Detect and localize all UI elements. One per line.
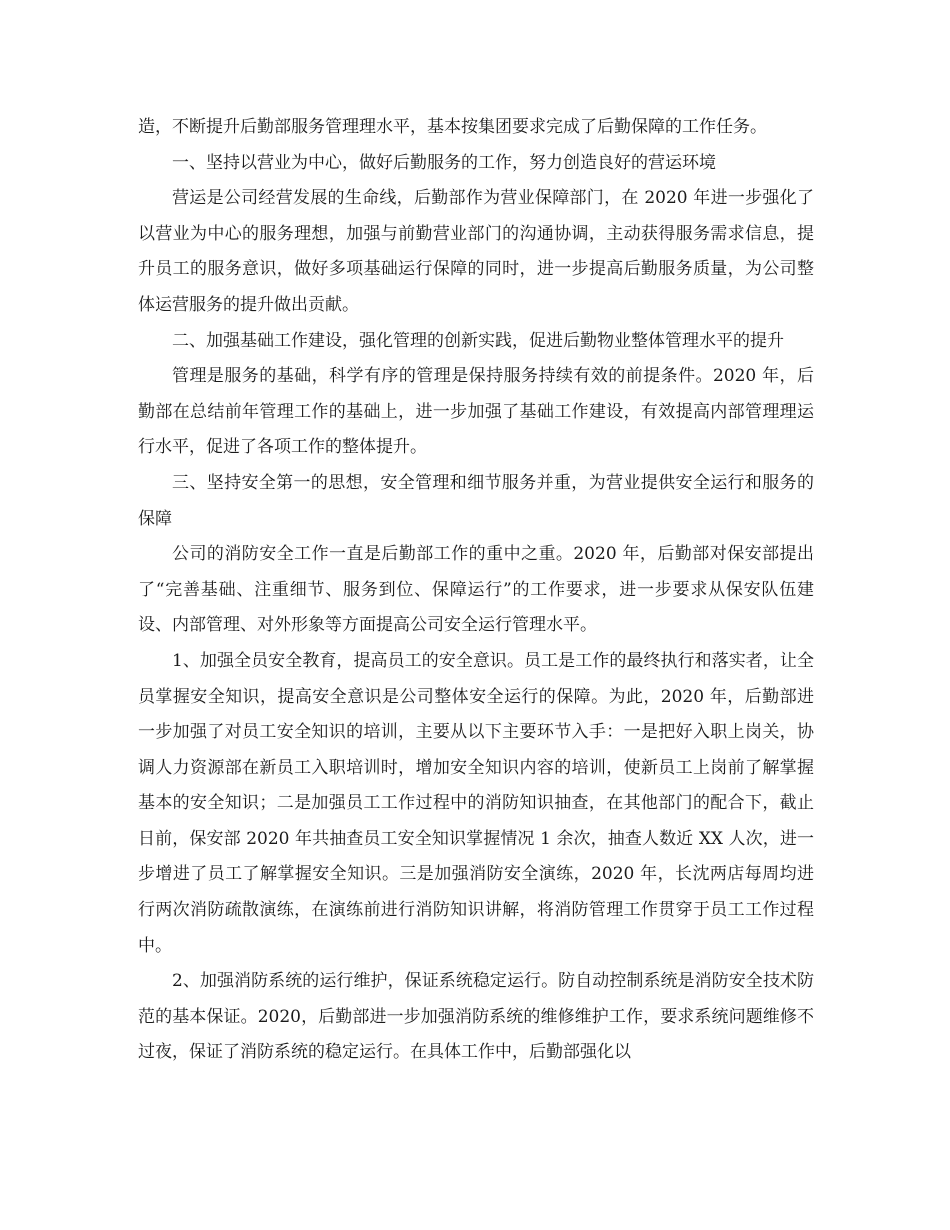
paragraph-safety-education: 1、加强全员安全教育，提高员工的安全意识。员工是工作的最终执行和落实者，让全员掌握安全知识，提高安全意识是公司整体安全运行的保障。为此，2020 年，后勤部进一步加强了对员工安全知识的培训，主要从以下主要环节入手：一是把好入职上岗关，协调人力资源部在新员工入职培训时，增加安全知识内容的培训，使新员工上岗前了解掌握基本的安全知识；二是加强员工工作过程中的消防知识抽查，在其他部门的配合下，截止日前，保安部 2020 年共抽查员工安全知识掌握情况 1 余次，抽查人数近 XX 人次，进一步增进了员工了解掌握安全知识。三是加强消防安全演练，2020 年，长沈两店每周均进行两次消防疏散演练，在演练前进行消防知识讲解，将消防管理工作贯穿于员工工作过程中。 xyxy=(138,650,814,956)
paragraph-fire-safety: 公司的消防安全工作一直是后勤部工作的重中之重。2020 年，后勤部对保安部提出了“完善基础、注重细节、服务到位、保障运行”的工作要求，进一步要求从保安队伍建设、内部管理、对外形象等方面提高公司安全运行管理水平。 xyxy=(138,544,814,636)
section-heading-3: 三、坚持安全第一的思想，安全管理和细节服务并重，为营业提供安全运行和服务的保障 xyxy=(138,472,814,529)
section-heading-2: 二、加强基础工作建设，强化管理的创新实践，促进后勤物业整体管理水平的提升 xyxy=(172,330,784,351)
section-heading-1: 一、坚持以营业为中心，做好后勤服务的工作，努力创造良好的营运环境 xyxy=(172,152,716,173)
paragraph-continuation: 造，不断提升后勤部服务管理理水平，基本按集团要求完成了后勤保障的工作任务。 xyxy=(138,117,767,137)
paragraph-management: 管理是服务的基础，科学有序的管理是保持服务持续有效的前提条件。2020 年，后勤部在总结前年管理工作的基础上，进一步加强了基础工作建设，有效提高内部管理理运行水平，促进了各项工作的整体提升。 xyxy=(138,366,814,458)
paragraph-fire-system: 2、加强消防系统的运行维护，保证系统稳定运行。防自动控制系统是消防安全技术防范的基本保证。2020，后勤部进一步加强消防系统的维修维护工作，要求系统问题维修不过夜，保证了消防系统的稳定运行。在具体工作中，后勤部强化以 xyxy=(138,971,814,1063)
document-page xyxy=(138,110,814,1071)
paragraph-operations: 营运是公司经营发展的生命线，后勤部作为营业保障部门，在 2020 年进一步强化了以营业为中心的服务理想，加强与前勤营业部门的沟通协调，主动获得服务需求信息，提升员工的服务意识，做好多项基础运行保障的同时，进一步提高后勤服务质量，为公司整体运营服务的提升做出贡献。 xyxy=(138,188,814,315)
